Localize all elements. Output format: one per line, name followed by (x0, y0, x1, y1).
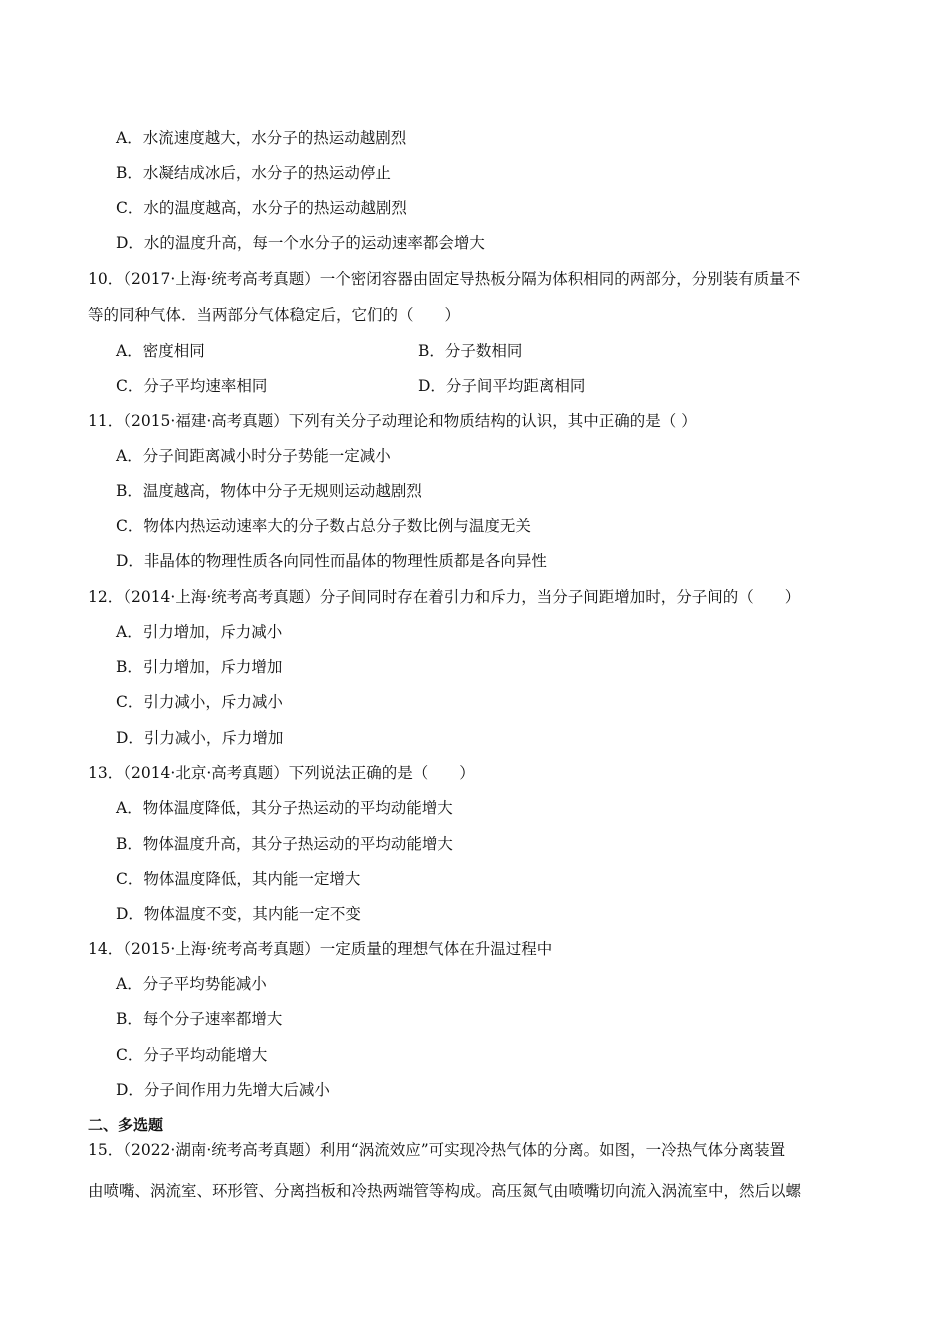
q13-stem: 13．（2014·北京·高考真题）下列说法正确的是（ ） (88, 764, 475, 782)
q14-option-b: B．每个分子速率都增大 (116, 1010, 283, 1028)
q12-option-a: A．引力增加，斥力减小 (116, 623, 283, 641)
q13-option-d: D．物体温度不变，其内能一定不变 (116, 905, 361, 923)
q10-option-a: A．密度相同 (116, 342, 205, 360)
q10-option-b: B．分子数相同 (418, 342, 523, 360)
q13-option-c: C．物体温度降低，其内能一定增大 (116, 870, 361, 888)
q9-option-a: A．水流速度越大，水分子的热运动越剧烈 (116, 129, 407, 147)
q12-stem: 12．（2014·上海·统考高考真题）分子间同时存在着引力和斥力，当分子间距增加时，分子间的（ ） (88, 588, 801, 606)
q9-option-c: C．水的温度越高，水分子的热运动越剧烈 (116, 199, 407, 217)
q14-option-c: C．分子平均动能增大 (116, 1046, 268, 1064)
q14-option-a: A．分子平均势能减小 (116, 975, 267, 993)
q14-stem: 14．（2015·上海·统考高考真题）一定质量的理想气体在升温过程中 (88, 940, 553, 958)
q13-option-a: A．物体温度降低，其分子热运动的平均动能增大 (116, 799, 453, 817)
q15-stem-line2: 由喷嘴、涡流室、环形管、分离挡板和冷热两端管等构成。高压氮气由喷嘴切向流入涡流室中，然后以螺 (88, 1182, 802, 1200)
q11-option-c: C．物体内热运动速率大的分子数占总分子数比例与温度无关 (116, 517, 531, 535)
section-heading-multiple-choice: 二、多选题 (88, 1116, 164, 1134)
q12-option-b: B．引力增加，斥力增加 (116, 658, 283, 676)
q11-option-a: A．分子间距离减小时分子势能一定减小 (116, 447, 391, 465)
q10-stem-line2: 等的同种气体．当两部分气体稳定后，它们的（ ） (88, 306, 461, 324)
q12-option-d: D．引力减小，斥力增加 (116, 729, 284, 747)
q10-stem-line1: 10．（2017·上海·统考高考真题）一个密闭容器由固定导热板分隔为体积相同的两部分，分别装有质量不 (88, 270, 801, 288)
q9-option-b: B．水凝结成冰后，水分子的热运动停止 (116, 164, 391, 182)
q10-option-d: D．分子间平均距离相同 (418, 377, 586, 395)
q10-option-c: C．分子平均速率相同 (116, 377, 268, 395)
q11-option-d: D．非晶体的物理性质各向同性而晶体的物理性质都是各向异性 (116, 552, 547, 570)
q11-option-b: B．温度越高，物体中分子无规则运动越剧烈 (116, 482, 422, 500)
q14-option-d: D．分子间作用力先增大后减小 (116, 1081, 330, 1099)
q11-stem: 11．（2015·福建·高考真题）下列有关分子动理论和物质结构的认识，其中正确的是（ ） (88, 412, 697, 430)
q13-option-b: B．物体温度升高，其分子热运动的平均动能增大 (116, 835, 453, 853)
q9-option-d: D．水的温度升高，每一个水分子的运动速率都会增大 (116, 234, 485, 252)
q15-stem-line1: 15．（2022·湖南·统考高考真题）利用“涡流效应”可实现冷热气体的分离。如图，一冷热气体分离装置 (88, 1141, 786, 1159)
q12-option-c: C．引力减小，斥力减小 (116, 693, 283, 711)
